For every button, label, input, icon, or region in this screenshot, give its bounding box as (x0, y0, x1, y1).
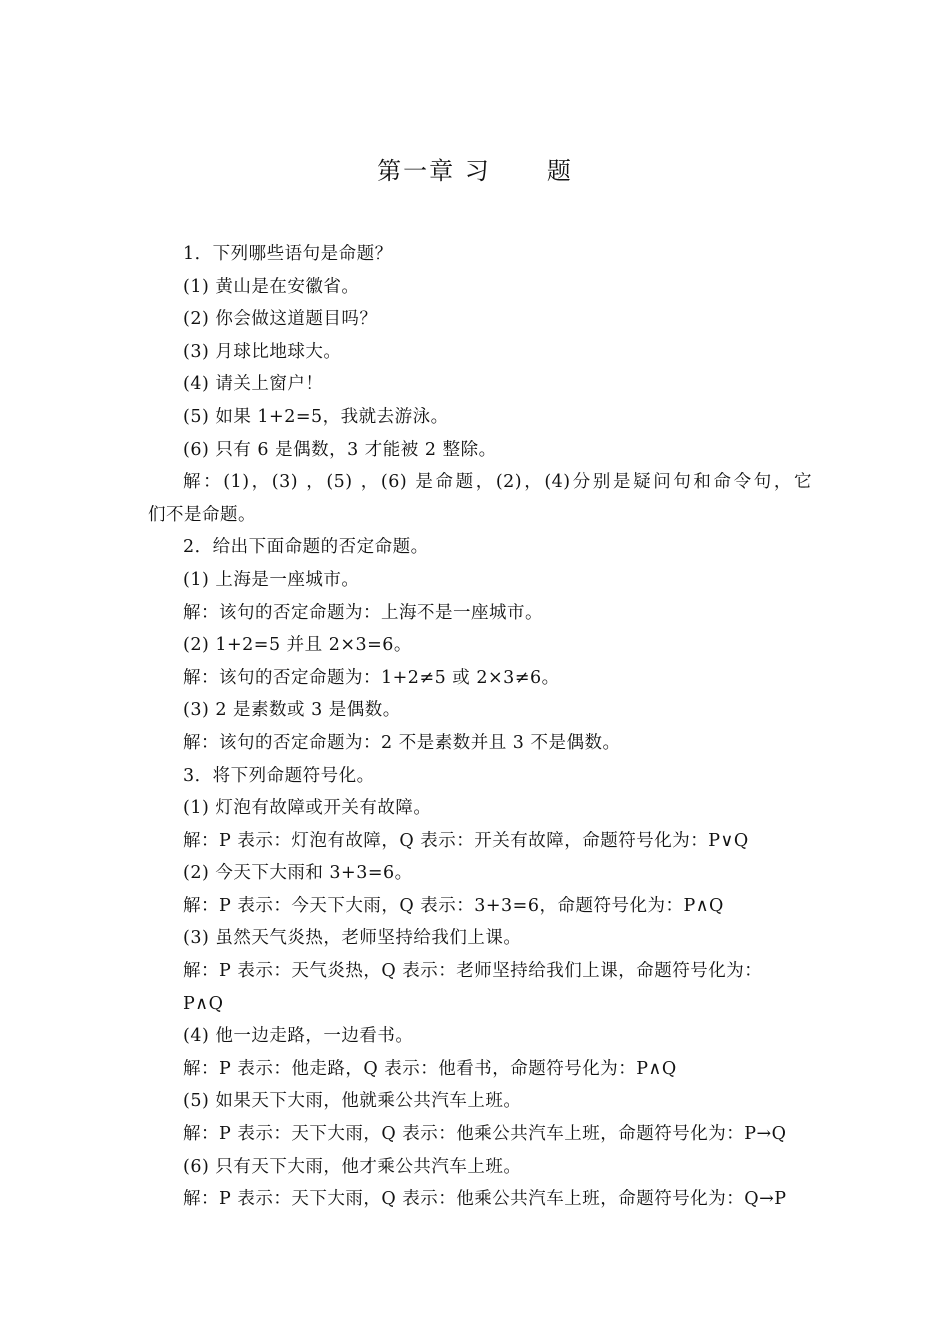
question-3-item-1: (1) 灯泡有故障或开关有故障。 (183, 798, 432, 819)
document-body (148, 238, 812, 1216)
question-1-answer-continued: 们不是命题。 (148, 504, 256, 525)
page-title (0, 154, 950, 188)
question-1-item-6: (6) 只有 6 是偶数，3 才能被 2 整除。 (183, 439, 497, 460)
question-3-answer-5: 解：P 表示：天下大雨，Q 表示：他乘公共汽车上班，命题符号化为：P→Q (183, 1124, 787, 1145)
page-title-tail: 题 (546, 157, 573, 185)
question-2-item-2: (2) 1+2=5 并且 2×3=6。 (183, 635, 412, 656)
question-3-heading: 3．将下列命题符号化。 (183, 765, 375, 786)
question-1-item-4: (4) 请关上窗户！ (183, 374, 324, 395)
question-2-answer-1: 解：该句的否定命题为：上海不是一座城市。 (183, 602, 543, 623)
question-3-answer-2: 解：P 表示：今天下大雨，Q 表示：3+3=6，命题符号化为：P∧Q (183, 895, 724, 916)
question-1-item-3: (3) 月球比地球大。 (183, 341, 342, 362)
question-3-answer-1: 解：P 表示：灯泡有故障，Q 表示：开关有故障，命题符号化为：P∨Q (183, 830, 749, 851)
question-2-answer-3: 解：该句的否定命题为：2 不是素数并且 3 不是偶数。 (183, 732, 621, 753)
question-3-item-3: (3) 虽然天气炎热，老师坚持给我们上课。 (183, 928, 522, 949)
question-3-answer-3-continued: P∧Q (183, 993, 224, 1014)
question-3-answer-4: 解：P 表示：他走路，Q 表示：他看书，命题符号化为：P∧Q (183, 1058, 677, 1079)
question-1-heading: 1．下列哪些语句是命题？ (183, 244, 393, 264)
question-1-item-1: (1) 黄山是在安徽省。 (183, 276, 360, 297)
question-1-answer: 解：(1)，(3) ，(5) ，(6) 是命题，(2)，(4)分别是疑问句和命令句，它 (183, 472, 812, 493)
question-2-heading: 2．给出下面命题的否定命题。 (183, 537, 429, 558)
question-2-item-3: (3) 2 是素数或 3 是偶数。 (183, 700, 401, 721)
question-1-item-2: (2) 你会做这道题目吗？ (183, 309, 378, 330)
page-title-main: 第一章 习 (377, 157, 491, 185)
question-3-item-6: (6) 只有天下大雨，他才乘公共汽车上班。 (183, 1156, 522, 1177)
question-3-item-4: (4) 他一边走路，一边看书。 (183, 1026, 414, 1047)
question-3-item-5: (5) 如果天下大雨，他就乘公共汽车上班。 (183, 1091, 522, 1112)
question-2-answer-2: 解：该句的否定命题为：1+2≠5 或 2×3≠6。 (183, 667, 560, 688)
question-3-item-2: (2) 今天下大雨和 3+3=6。 (183, 863, 413, 884)
question-2-item-1: (1) 上海是一座城市。 (183, 569, 360, 590)
question-1-item-5: (5) 如果 1+2=5，我就去游泳。 (183, 406, 449, 427)
question-3-answer-3: 解：P 表示：天气炎热，Q 表示：老师坚持给我们上课，命题符号化为： (183, 961, 763, 982)
question-3-answer-6: 解：P 表示：天下大雨，Q 表示：他乘公共汽车上班，命题符号化为：Q→P (183, 1189, 787, 1210)
